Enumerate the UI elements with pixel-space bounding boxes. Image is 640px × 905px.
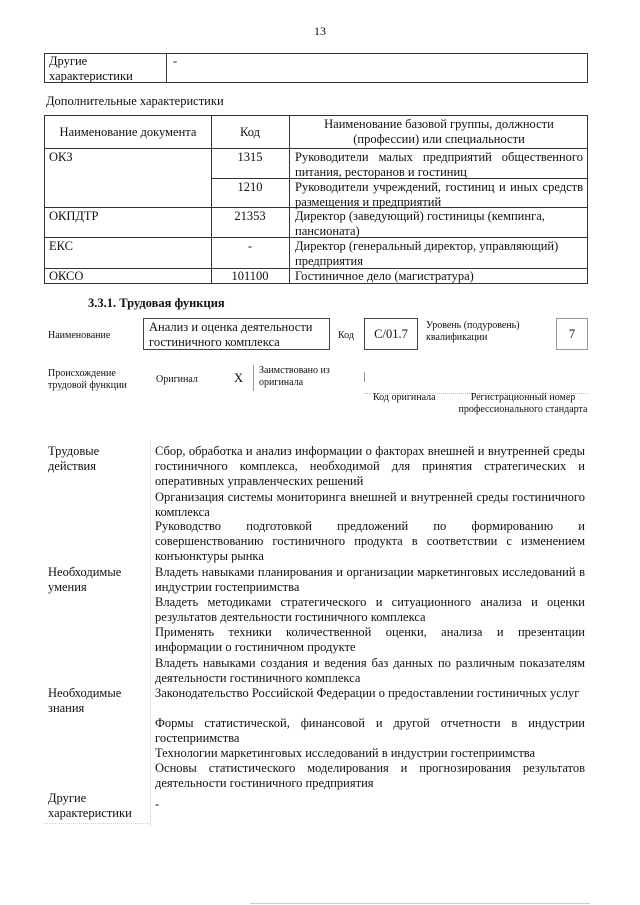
labor-actions-label: Трудовые действия	[48, 444, 100, 473]
reg-number-label: Регистрационный номер профессионального стандарта	[458, 392, 588, 415]
labor-action-item: Сбор, обработка и анализ информации о факторах внешней и внутренней среды гостиничного комплекса, необходимой для принятия стратегических и оперативных управленческих решений	[155, 444, 585, 488]
other-item: -	[155, 797, 160, 811]
header-document: Наименование документа	[59, 125, 197, 139]
row-code: 1315	[237, 150, 263, 164]
function-name-box: Анализ и оценка деятельности гостиничного комплекса	[143, 318, 330, 350]
level-box: 7	[556, 318, 588, 350]
row-code: -	[247, 239, 253, 253]
skill-item: Владеть методиками стратегического и ситуационного анализа и оценки результатов деятельности гостиничного комплекса	[155, 595, 585, 624]
code-original-label: Код оригинала	[373, 392, 436, 403]
page-number: 13	[314, 24, 326, 38]
level-label: Уровень (подуровень) квалификации	[426, 320, 520, 343]
origin-label: Происхождение трудовой функции	[48, 368, 127, 391]
row-code: 1210	[237, 180, 263, 194]
skill-item: Применять техники количественной оценки, анализа и презентации информации о гостиничном продукте	[155, 625, 585, 654]
other-characteristics-value: -	[173, 54, 178, 68]
section-title: 3.3.1. Трудовая функция	[88, 296, 225, 310]
row-code: 101100	[231, 269, 269, 283]
other-characteristics-label: Другие характеристики	[45, 54, 167, 82]
skill-item: Владеть навыками создания и ведения баз данных по различным показателям деятельности гостиничного комплекса	[155, 656, 585, 685]
original-label: Оригинал	[156, 374, 198, 385]
row-doc: ЕКС	[49, 239, 73, 253]
row-name: Гостиничное дело (магистратура)	[295, 269, 474, 283]
header-code: Код	[240, 125, 260, 139]
row-name: Директор (генеральный директор, управляющий) предприятия	[295, 239, 559, 268]
knowledge-item: Основы статистического моделирования и прогнозирования результатов деятельности гостиничного предприятия	[155, 761, 585, 790]
additional-characteristics-table	[44, 115, 588, 284]
additional-characteristics-heading: Дополнительные характеристики	[46, 94, 224, 108]
other-label: Другие характеристики	[48, 791, 132, 820]
code-box: C/01.7	[364, 318, 418, 350]
skill-item: Владеть навыками планирования и организации маркетинговых исследований в индустрии гостеприимства	[155, 565, 585, 594]
knowledge-label: Необходимые знания	[48, 686, 122, 715]
skills-label: Необходимые умения	[48, 565, 122, 594]
row-name: Руководители малых предприятий общественного питания, ресторанов и гостиниц	[295, 150, 583, 179]
borrowed-label: Заимствовано из оригинала	[259, 365, 330, 388]
other-characteristics-table	[44, 53, 588, 83]
row-code: 21353	[234, 209, 266, 223]
code-label: Код	[338, 330, 354, 341]
original-mark: X	[234, 371, 244, 385]
labor-action-item: Организация системы мониторинга внешней и внутренней среды гостиничного комплекса	[155, 490, 585, 519]
knowledge-item: Законодательство Российской Федерации о предоставлении гостиничных услуг	[155, 686, 580, 700]
header-name: Наименование базовой группы, должности (профессии) или специальности	[324, 117, 554, 146]
row-doc: ОКЗ	[49, 150, 73, 164]
labor-action-item: Руководство подготовкой предложений по формированию и совершенствованию гостиничного продукта в соответствии с изменением конъюнктуры рынка	[155, 519, 585, 563]
row-name: Директор (заведующий) гостиницы (кемпинга, пансионата)	[295, 209, 545, 238]
knowledge-item: Технологии маркетинговых исследований в индустрии гостеприимства	[155, 746, 536, 760]
name-label: Наименование	[48, 330, 111, 341]
row-name: Руководители учреждений, гостиниц и иных средств размещения и предприятий	[295, 180, 583, 209]
row-doc: ОКСО	[49, 269, 84, 283]
knowledge-item: Формы статистической, финансовой и другой отчетности в индустрии гостеприимства	[155, 716, 585, 745]
row-doc: ОКПДТР	[49, 209, 99, 223]
